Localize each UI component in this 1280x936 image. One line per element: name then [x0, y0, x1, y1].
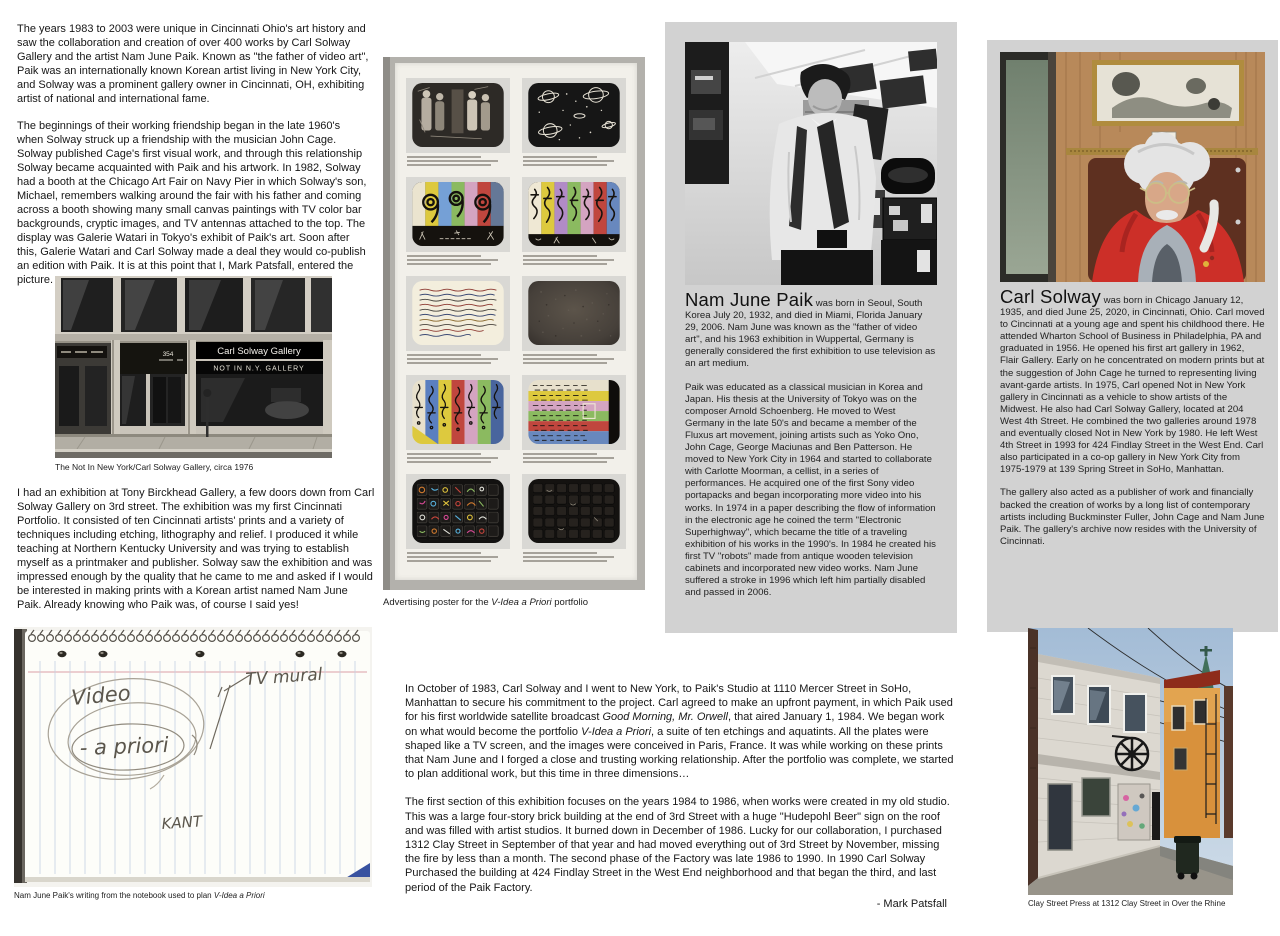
tv-screen-shape [527, 83, 621, 147]
poster-grid [406, 78, 626, 564]
tile-caption-lines [406, 453, 510, 463]
gallery-sign: Carl Solway Gallery [217, 346, 301, 357]
handwriting-a-priori: - a priori [79, 732, 170, 760]
notebook-caption: Nam June Paik's writing from the notebook used to plan V-Idea a Priori [14, 891, 265, 900]
not-in-ny-sign: NOT IN N.Y. GALLERY [213, 365, 305, 373]
signature: - Mark Patsfall [876, 897, 947, 910]
paik-photo [685, 42, 937, 285]
tv-screen-shape [411, 182, 505, 246]
intro-paragraph-1: The years 1983 to 2003 were unique in Cincinnati Ohio's art history and saw the collaboration and creation of over 400 works by Carl Solway Gallery and the artist Nam June Paik. Known as "the father of video art", Paik was an internationally known Korean artist living in New York City, and Solway was a prominent gallery owner in Cincinnati, OH, exhibiting artist of national and international fame. [17, 23, 369, 105]
tv-screen-shape [411, 479, 505, 543]
tile-mat [406, 177, 510, 252]
handwriting-kant: KANT [161, 812, 203, 833]
narrative-paragraph-1: In October of 1983, Carl Solway and I went to New York, to Paik's Studio at 1110 Mercer Street in SoHo, Manhattan to secure his commitment to the project. Carl agreed to make an upfront payment, in which Paik used for his first worldwide satellite broadcast Good Morning, Mr. Orwell, that aired January 1, 1984. We began work on what would become the portfolio V-Idea a Priori, a suite of ten etchings and aquatints. All the plates were shaped like a TV screen, and the images were conceived in Paris, France. It was while working on these prints that Nam June and I forged a close and trusting working relationship. After the portfolio was complete, we started to plan additional work, but this time in three dimensions… [405, 683, 954, 781]
notebook-photo [14, 627, 372, 887]
clay-street-figure [1028, 628, 1233, 908]
poster-photo [383, 57, 645, 590]
tile-mat [522, 177, 626, 252]
solway-gallery-paragraph: The gallery also acted as a publisher of work and financially backed the creation of works by a long list of contemporary artists including Buckminster Fuller, John Cage and Nam June Paik. The gallery's archive now resides with the University of Cincinnati. [1000, 487, 1265, 547]
storefront-caption: The Not In New York/Carl Solway Gallery, circa 1976 [55, 462, 254, 472]
exhibition-text [17, 486, 375, 625]
tv-print-family-photo [406, 78, 510, 168]
address-number: 354 [162, 351, 174, 358]
tv-screen-shape [411, 380, 505, 444]
tv-print-handwriting-lines [406, 276, 510, 366]
handwriting-video: Video [70, 680, 132, 710]
paik-bio-paragraph: Paik was educated as a classical musician in Korea and Japan. His thesis at the University of Tokyo was on the composer Arnold Schoenberg. He moved to West Germany in the late 50's and became a member of the Fluxus art movement, joining artists such as Yoko Ono, John Cage, George Maciunas and Ben Patterson. He moved to New York City in 1964 and started to collaborate with Carlotte Moorman, a cellist, in a series of performances. He acquired one of the first Sony video portapacks and began incorporating more video into his works. In 1974 in a paper describing the flow of information in the electronic age he coined the term "Electronic Superhighway", which became the title of a traveling exhibition of his works in the 1990's. In 1984 he created his first TV "robots" made from antique wooden television cabinets and incorporated new video works. Nam June suffered a stroke in 1996 which left him partially disabled and passed in 2006. [685, 381, 936, 599]
tv-screen-shape [527, 380, 621, 444]
paik-heading: Nam June Paik [685, 289, 814, 310]
poster-caption: Advertising poster for the V-Idea a Priori portfolio [383, 597, 589, 608]
tv-print-horizontal-bars-writing [522, 375, 626, 465]
tv-print-grid-doodles [406, 474, 510, 564]
intro-text [17, 22, 369, 300]
solway-intro-paragraph: Carl Solway was born in Chicago January 12, 1935, and died June 25, 2020, in Cincinnati, Ohio. Carl moved to Cincinnati at a young age and spent his childhood there. He attended Wharton School of Business in Philadelphia, PA and graduated in 1956. He opened his first art gallery in 1962, Flair Gallery. Early on he concentrated on modern prints but at the suggestion of John Cage he turned to representing living avant-garde artists. In 1975, Carl opened Not in New York gallery in Cincinnati as a vehicle to show artists of the Midwest. He also had Carl Solway Gallery, located at 204 West 4th Street. He combined the two galleries around 1978 and eventually closed Not in New York by 1980. He left West 4th Street in 1993 for 424 Findlay Street in the West End. Carl also participated in a co-op gallery in New York City from 1975-1979 at 139 Spring Street in SoHo, Manhattan. [1000, 286, 1265, 476]
narrative-paragraph-2: The first section of this exhibition focuses on the years 1984 to 1986, when works were created in my old studio. This was a large four-story brick building at the end of 3rd Street with a huge "Hudepohl Beer" sign on the roof and was filled with artist studios. It burned down in December of 1986. Lucky for our collaboration, I purchased 1312 Clay Street in September of that year and had moved everything out of 3rd Street by November, missing the fire by less than a month. The second phase of the Factory was late 1986 to 1990. In 1990 Carl Solway Purchased the building at 424 Findlay Street in the West End neighborhood and that began the third, and last period of the Paik Factory. [405, 796, 950, 894]
tile-caption-lines [522, 354, 626, 364]
tv-print-planets [522, 78, 626, 168]
tv-print-color-bar-spirals [406, 177, 510, 267]
clay-street-caption: Clay Street Press at 1312 Clay Street in Over the Rhine [1028, 899, 1226, 908]
tv-print-vertical-bars-writing [406, 375, 510, 465]
tile-mat [406, 276, 510, 351]
handwriting-tv-mural: TV mural [244, 664, 324, 690]
tile-caption-lines [522, 453, 626, 463]
storefront-photo [55, 276, 332, 458]
tile-caption-lines [406, 552, 510, 562]
tv-print-color-bar-calligraphy [522, 177, 626, 267]
tile-mat [406, 474, 510, 549]
tile-caption-lines [522, 156, 626, 166]
tile-mat [522, 474, 626, 549]
tv-screen-shape [527, 281, 621, 345]
tv-screen-shape [411, 83, 505, 147]
tile-caption-lines [406, 255, 510, 265]
exhibition-paragraph: I had an exhibition at Tony Birckhead Gallery, a few doors down from Carl Solway Gallery on 3rd street. The exhibition was my first Cincinnati Portfolio. It consisted of ten Cincinnati artists' prints and a variety of techniques including etching, lithography and relief. I produced it while teaching at Northern Kentucky University and was trying to establish myself as a printmaker and publisher. Solway saw the exhibition and was impressed enough by the quality that he came to me and asked if I would be interested in making prints with a Korean artist named Nam June Paik. Already knowing who Paik was, of course I said yes! [17, 487, 375, 611]
poster-paper [395, 63, 637, 580]
notebook-figure [14, 627, 372, 900]
solway-heading: Carl Solway [1000, 286, 1101, 307]
solway-panel [987, 40, 1278, 632]
tile-mat [522, 375, 626, 450]
intro-paragraph-2: The beginnings of their working friendship began in the late 1960's when Solway struck up a friendship with the musician John Cage. Solway published Cage's first visual work, and through this relationship Solway became acquainted with Paik and his artwork. In 1982, Solway had a booth at the Chicago Art Fair on Navy Pier in which Solway's son, Michael, remembers walking around the fair with his father and coming across a booth showing many small canvas paintings with TV color bar backgrounds, cryptic images, and TV antennas attached to the top. The display was Galerie Watari in Tokyo's exhibit of Paik's art. Soon after this, Galerie Watari and Carl Solway made a deal they would co-publish an edition with Paik. It is at this point that I, Mark Patsfall, entered the picture. [17, 120, 367, 286]
paik-panel [665, 22, 957, 633]
tile-mat [522, 276, 626, 351]
tv-screen-shape [411, 281, 505, 345]
clay-street-photo [1028, 628, 1233, 895]
tile-mat [406, 78, 510, 153]
tile-mat [522, 78, 626, 153]
tile-caption-lines [522, 255, 626, 265]
narrative-text [405, 682, 957, 911]
tv-screen-shape [527, 182, 621, 246]
tv-print-grid-plain [522, 474, 626, 564]
paik-intro-paragraph: Nam June Paik was born in Seoul, South Korea July 20, 1932, and died in Miami, Florida January 29, 2006. Nam June was known as the "father of video art", and his 1963 exhibition in Wuppertal, Germany is generally considered the first exhibition to use television as an art medium. [685, 289, 936, 370]
tv-screen-shape [527, 479, 621, 543]
solway-photo [1000, 52, 1265, 282]
tile-caption-lines [406, 354, 510, 364]
storefront-figure [55, 276, 332, 472]
tile-mat [406, 375, 510, 450]
poster-figure [383, 57, 645, 608]
tv-print-static [522, 276, 626, 366]
tile-caption-lines [522, 552, 626, 562]
tile-caption-lines [406, 156, 510, 166]
